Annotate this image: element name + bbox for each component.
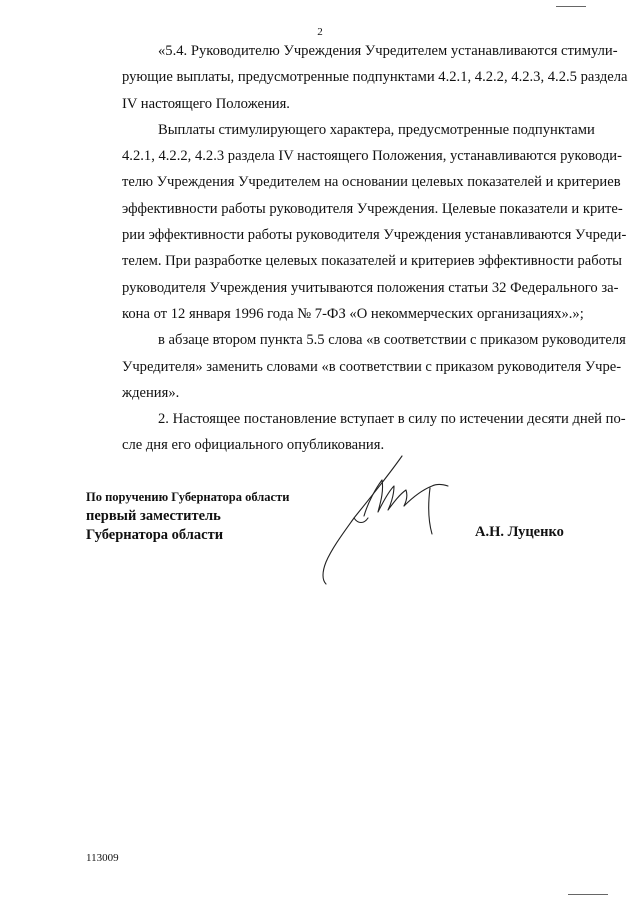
signatory-authority: По поручению Губернатора области bbox=[86, 490, 290, 504]
scan-mark-bottom bbox=[568, 894, 608, 895]
text-line: сле дня его официального опубликования. bbox=[122, 437, 385, 454]
document-body bbox=[86, 38, 628, 459]
paragraph-5-4 bbox=[86, 38, 628, 117]
scan-mark-top bbox=[556, 6, 586, 7]
text-line: руководителя Учреждения учитываются положения статьи 32 Федерального за- bbox=[122, 279, 619, 296]
text-line: рующие выплаты, предусмотренные подпунктами 4.2.1, 4.2.2, 4.2.3, 4.2.5 раздела bbox=[122, 69, 628, 86]
paragraph-stimulating-payments bbox=[86, 117, 627, 327]
signatory-title bbox=[86, 487, 289, 545]
paragraph-5-5-amendment bbox=[86, 327, 626, 406]
text-line: телю Учреждения Учредителем на основании целевых показателей и критериев bbox=[122, 174, 621, 191]
signer-name: А.Н. Луценко bbox=[475, 524, 564, 540]
handwritten-signature bbox=[318, 452, 458, 588]
text-line: Выплаты стимулирующего характера, предусмотренные подпунктами bbox=[158, 121, 595, 138]
text-line: телем. При разработке целевых показателей и критериев эффективности работы bbox=[122, 253, 622, 270]
text-line: в абзаце втором пункта 5.5 слова «в соответствии с приказом руководителя bbox=[158, 332, 626, 349]
signatory-position-org: Губернатора области bbox=[86, 527, 224, 543]
text-line: Учредителя» заменить словами «в соответствии с приказом руководителя Учре- bbox=[122, 358, 622, 375]
text-line: IV настоящего Положения. bbox=[122, 95, 290, 112]
text-line: «5.4. Руководителю Учреждения Учредителем устанавливаются стимули- bbox=[158, 43, 618, 59]
text-line: 4.2.1, 4.2.2, 4.2.3 раздела IV настоящего Положения, устанавливаются руководи- bbox=[122, 148, 622, 165]
paragraph-effective-date bbox=[86, 406, 626, 459]
text-line: 2. Настоящее постановление вступает в силу по истечении десяти дней по- bbox=[158, 411, 626, 428]
text-line: рии эффективности работы руководителя Учреждения устанавливаются Учреди- bbox=[122, 227, 627, 244]
document-code: 113009 bbox=[86, 852, 119, 864]
text-line: ждения». bbox=[122, 384, 180, 401]
page-number: 2 bbox=[317, 26, 323, 38]
text-line: эффективности работы руководителя Учреждения. Целевые показатели и крите- bbox=[122, 200, 623, 217]
text-line: кона от 12 января 1996 года № 7-ФЗ «О некоммерческих организациях».»; bbox=[122, 305, 584, 322]
signatory-position: первый заместитель bbox=[86, 508, 221, 524]
